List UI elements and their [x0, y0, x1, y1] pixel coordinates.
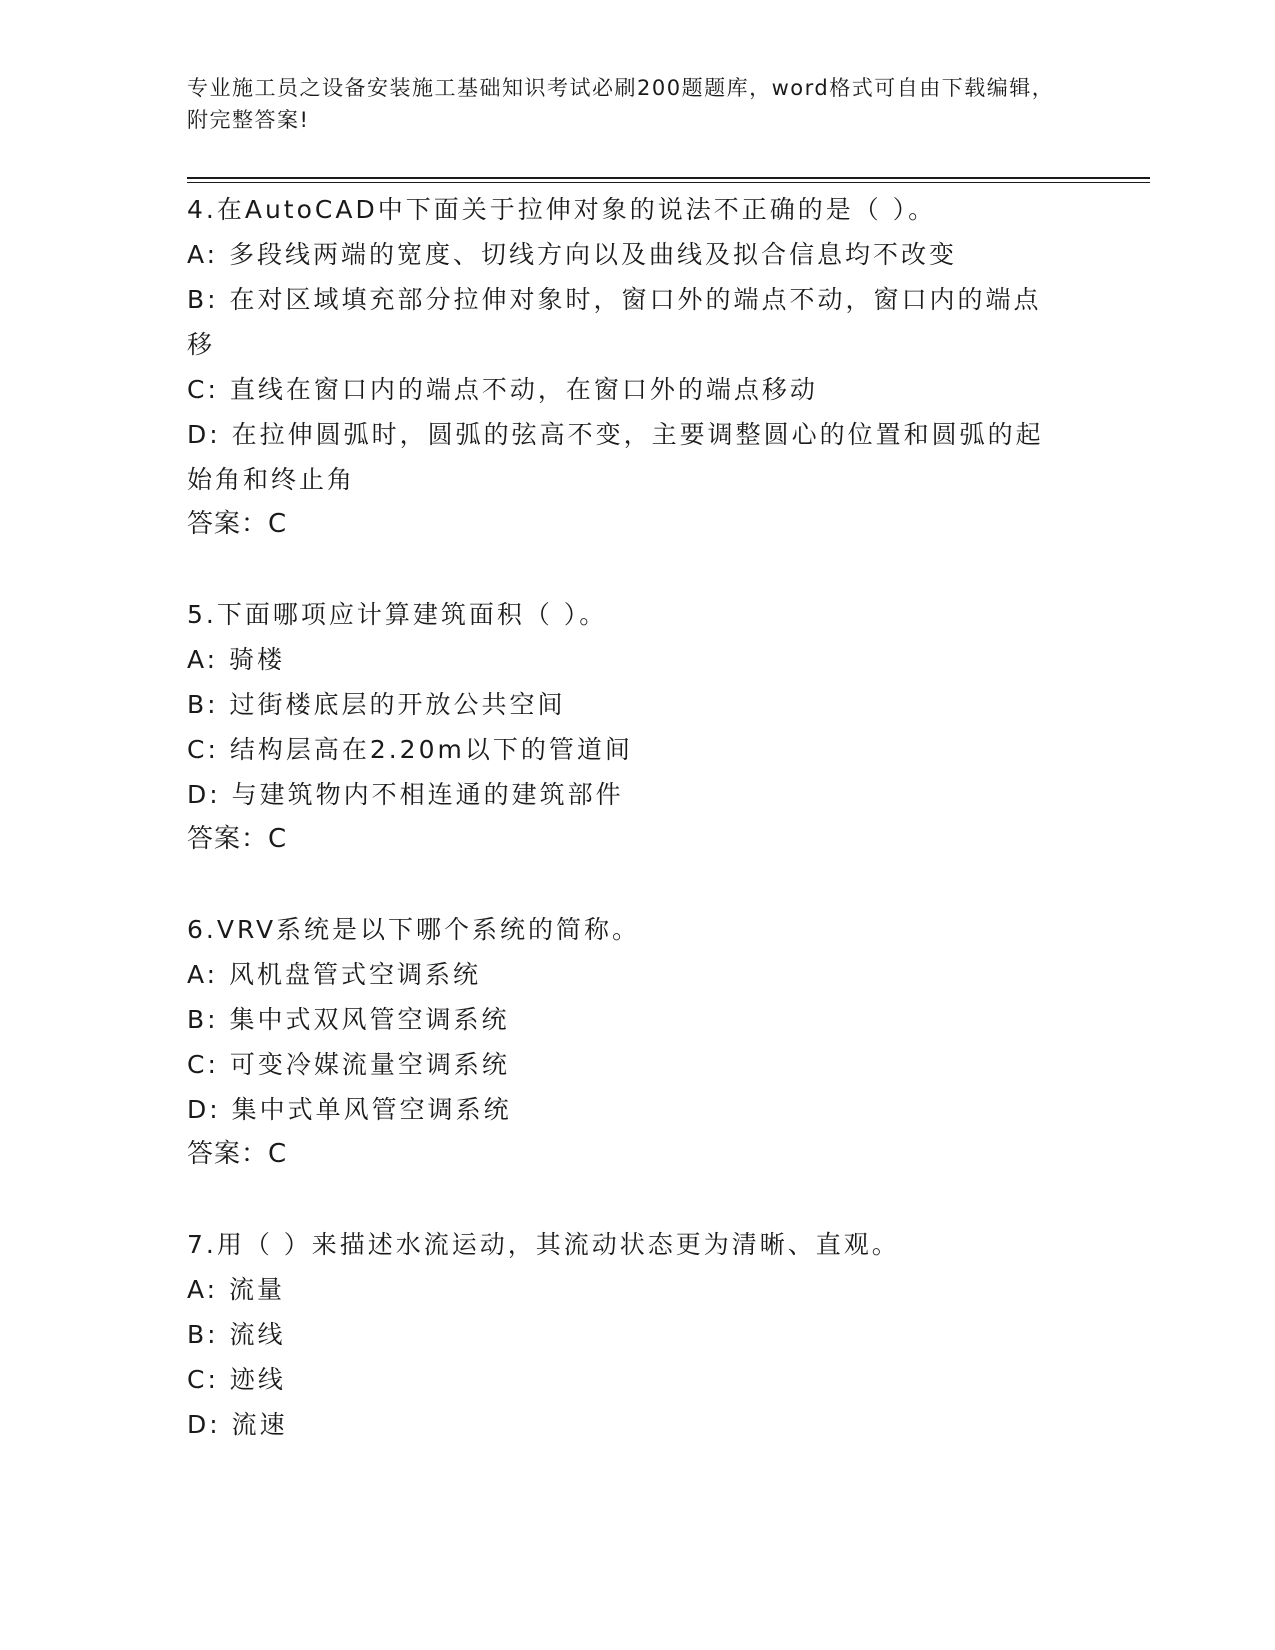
question-5	[187, 592, 1067, 862]
question-stem: 7.用（ ）来描述水流运动，其流动状态更为清晰、直观。	[187, 1230, 900, 1259]
header-divider	[187, 177, 1150, 179]
question-7	[187, 1222, 1067, 1447]
question-stem: 4.在AutoCAD中下面关于拉伸对象的说法不正确的是（ ）。	[187, 195, 937, 224]
option-a: A: 骑楼	[187, 645, 286, 674]
question-4	[187, 187, 1067, 547]
option-d: D: 与建筑物内不相连通的建筑部件	[187, 780, 624, 809]
question-6	[187, 907, 1067, 1177]
header-divider-thin	[187, 182, 1150, 183]
answer: 答案：C	[187, 824, 288, 854]
option-c: C: 可变冷媒流量空调系统	[187, 1050, 510, 1079]
option-a: A: 风机盘管式空调系统	[187, 960, 482, 989]
option-b: B: 过街楼底层的开放公共空间	[187, 690, 566, 719]
option-c: C: 直线在窗口内的端点不动，在窗口外的端点移动	[187, 375, 818, 404]
option-b: B: 流线	[187, 1320, 286, 1349]
question-list	[187, 187, 1067, 1492]
option-c: C: 结构层高在2.20m以下的管道间	[187, 735, 633, 764]
option-d: D: 流速	[187, 1410, 288, 1439]
option-b: B: 在对区域填充部分拉伸对象时，窗口外的端点不动，窗口内的端点移	[187, 285, 1042, 359]
document-header: 专业施工员之设备安装施工基础知识考试必刷200题题库，word格式可自由下载编辑，附完整答案!	[187, 76, 1055, 132]
option-a: A: 流量	[187, 1275, 286, 1304]
question-stem: 5.下面哪项应计算建筑面积（ ）。	[187, 600, 608, 629]
answer: 答案：C	[187, 509, 288, 539]
option-a: A: 多段线两端的宽度、切线方向以及曲线及拟合信息均不改变	[187, 240, 958, 269]
option-d: D: 在拉伸圆弧时，圆弧的弦高不变，主要调整圆心的位置和圆弧的起始角和终止角	[187, 420, 1044, 494]
option-b: B: 集中式双风管空调系统	[187, 1005, 510, 1034]
answer: 答案：C	[187, 1139, 288, 1169]
option-d: D: 集中式单风管空调系统	[187, 1095, 512, 1124]
option-c: C: 迹线	[187, 1365, 286, 1394]
question-stem: 6.VRV系统是以下哪个系统的简称。	[187, 915, 641, 944]
